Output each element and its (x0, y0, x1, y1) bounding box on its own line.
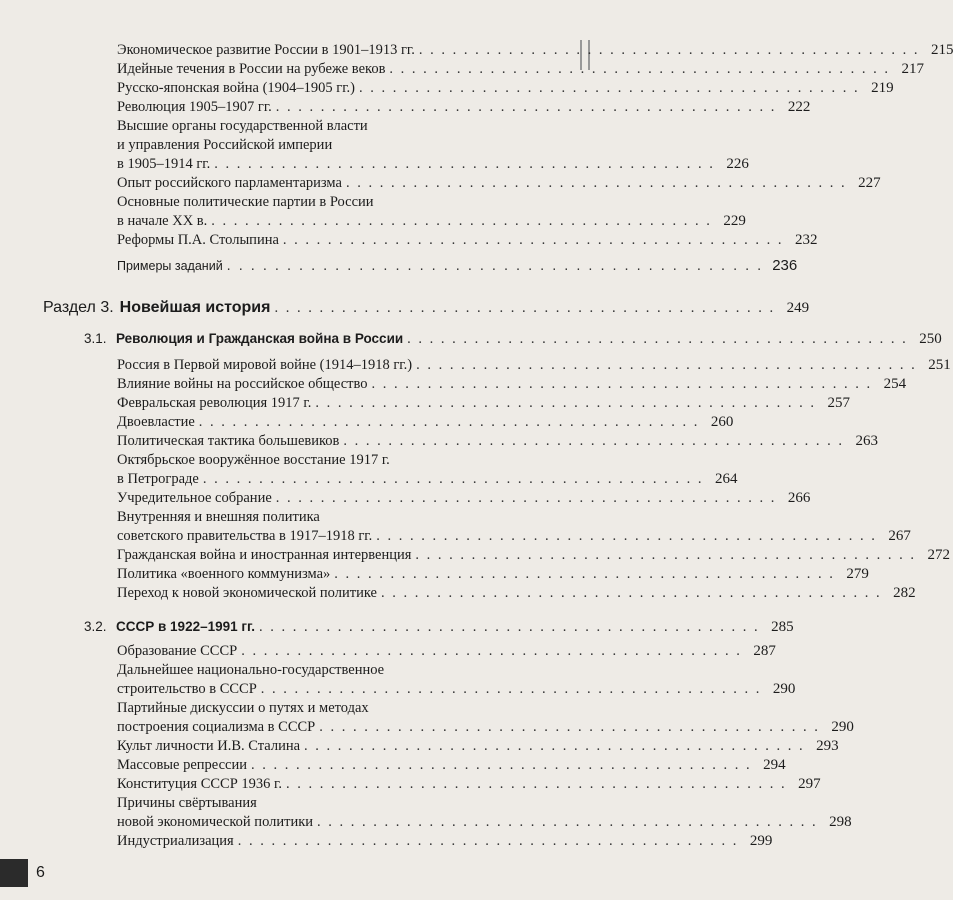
toc-entry[interactable] (117, 738, 839, 754)
toc-entry-page: 260 (710, 414, 734, 430)
toc-entry-page: 267 (888, 528, 911, 544)
toc-entry-title: Влияние войны на российское общество (117, 376, 368, 392)
toc-entry-title: Дальнейшее национально-государственное (117, 662, 385, 678)
toc-leader: . . . . . . . . . . . . . . . . . . . . . . . . . . . . . . . . . . . . . . . . . . . . . (260, 681, 762, 697)
toc-entry[interactable] (117, 376, 907, 392)
toc-entry[interactable] (117, 833, 773, 849)
section-title: Новейшая история (119, 299, 271, 316)
toc-entry-title: Реформы П.А. Столыпина (117, 232, 279, 248)
toc-entry-page: 222 (787, 99, 811, 115)
toc-entry (117, 118, 537, 134)
toc-entry-title: Основные политические партии в России (117, 194, 374, 210)
toc-leader: . . . . . . . . . . . . . . . . . . . . . . . . . . . . . . . . . . . . . . . . . . . . . (359, 80, 860, 96)
toc-entry[interactable] (117, 490, 811, 506)
toc-entry-exercises[interactable] (117, 257, 798, 274)
toc-entry-page: 215 (930, 42, 953, 58)
toc-entry[interactable] (117, 357, 951, 373)
toc-entry-page: 294 (763, 757, 786, 773)
toc-entry-title: Высшие органы государственной власти (117, 118, 368, 134)
toc-leader: . . . . . . . . . . . . . . . . . . . . . . . . . . . . . . . . . . . . . . . . . . . . . (343, 433, 845, 449)
toc-entry-page: 251 (928, 357, 951, 373)
toc-entry-page: 298 (829, 814, 852, 830)
toc-leader: . . . . . . . . . . . . . . . . . . . . . . . . . . . . . . . . . . . . . . . . . . . . . (345, 175, 847, 191)
toc-leader: . . . . . . . . . . . . . . . . . . . . . . . . . . . . . . . . . . . . . . . . . . . . . (376, 528, 877, 544)
toc-entry-page: 287 (753, 643, 776, 659)
toc-entry (117, 662, 537, 678)
toc-entry-title: строительство в СССР (117, 681, 257, 697)
toc-entry[interactable] (117, 42, 953, 58)
subsection-heading[interactable] (84, 331, 942, 347)
toc-entry-page: 264 (714, 471, 738, 487)
toc-leader: . . . . . . . . . . . . . . . . . . . . . . . . . . . . . . . . . . . . . . . . . . . . . (415, 547, 917, 563)
toc-leader: . . . . . . . . . . . . . . . . . . . . . . . . . . . . . . . . . . . . . . . . . . . . . (285, 776, 787, 792)
toc-leader: . . . . . . . . . . . . . . . . . . . . . . . . . . . . . . . . . . . . . . . . . . . . . (418, 42, 920, 58)
toc-entry-page: 232 (795, 232, 818, 248)
subsection-number: 3.2. (84, 619, 107, 634)
toc-entry-title: Индустриализация (117, 833, 234, 849)
toc-entry (117, 509, 537, 525)
toc-entry (117, 795, 537, 811)
toc-leader: . . . . . . . . . . . . . . . . . . . . . . . . . . . . . . . . . . . . . . . . . . . . . (237, 833, 739, 849)
toc-leader: . . . . . . . . . . . . . . . . . . . . . . . . . . . . . . . . . . . . . . . . . . . . . (259, 619, 760, 635)
toc-entry-title: Октябрьское вооружённое восстание 1917 г. (117, 452, 390, 468)
toc-entry-title: Примеры заданий (117, 259, 223, 273)
toc-entry[interactable] (117, 213, 746, 229)
toc-entry-title: новой экономической политики (117, 814, 314, 830)
toc-leader: . . . . . . . . . . . . . . . . . . . . . . . . . . . . . . . . . . . . . . . . . . . . . (407, 331, 908, 347)
toc-entry (117, 700, 537, 716)
toc-entry[interactable] (117, 80, 894, 96)
toc-leader: . . . . . . . . . . . . . . . . . . . . . . . . . . . . . . . . . . . . . . . . . . . . . (241, 643, 742, 659)
toc-leader: . . . . . . . . . . . . . . . . . . . . . . . . . . . . . . . . . . . . . . . . . . . . . (319, 719, 820, 735)
toc-leader: . . . . . . . . . . . . . . . . . . . . . . . . . . . . . . . . . . . . . . . . . . . . . (282, 232, 784, 248)
toc-leader: . . . . . . . . . . . . . . . . . . . . . . . . . . . . . . . . . . . . . . . . . . . . . (202, 471, 704, 487)
toc-entry-title: Партийные дискуссии о путях и методах (117, 700, 369, 716)
toc-entry-title: Внутренняя и внешняя политика (117, 509, 320, 525)
toc-entry[interactable] (117, 757, 786, 773)
toc-entry-title: Образование СССР (117, 643, 238, 659)
toc-entry-title: Идейные течения в России на рубеже веков (117, 61, 386, 77)
toc-entry-title: Русско-японская война (1904–1905 гг.) (117, 80, 355, 96)
toc-entry-page: 282 (893, 585, 916, 601)
toc-entry-title: Культ личности И.В. Сталина (117, 738, 301, 754)
toc-entry[interactable] (117, 547, 951, 563)
toc-entry-page: 272 (927, 547, 951, 563)
toc-entry-page: 263 (855, 433, 879, 449)
toc-entry[interactable] (117, 61, 925, 77)
toc-entry-title: советского правительства в 1917–1918 гг. (117, 528, 373, 544)
toc-leader: . . . . . . . . . . . . . . . . . . . . . . . . . . . . . . . . . . . . . . . . . . . . . (304, 738, 805, 754)
toc-leader: . . . . . . . . . . . . . . . . . . . . . . . . . . . . . . . . . . . . . . . . . . . . . (317, 814, 818, 830)
page-number: 6 (36, 864, 45, 881)
toc-entry-title: и управления Российской империи (117, 137, 333, 153)
toc-entry[interactable] (117, 681, 796, 697)
subsection-title: СССР в 1922–1991 гг. (116, 619, 256, 634)
toc-entry-page: 236 (772, 257, 798, 274)
toc-entry-page: 290 (772, 681, 796, 697)
toc-entry-title: Политика «военного коммунизма» (117, 566, 331, 582)
toc-entry-page: 293 (816, 738, 839, 754)
toc-entry (117, 194, 537, 210)
toc-entry[interactable] (117, 471, 738, 487)
toc-leader: . . . . . . . . . . . . . . . . . . . . . . . . . . . . . . . . . . . . . . . . . . . . . (416, 357, 917, 373)
toc-entry-page: 297 (798, 776, 821, 792)
toc-leader: . . . . . . . . . . . . . . . . . . . . . . . . . . . . . . . . . . . . . . . . . . . . . (275, 99, 777, 115)
toc-entry-title: Конституция СССР 1936 г. (117, 776, 282, 792)
toc-entry-title: в Петрограде (117, 471, 199, 487)
page-corner-marker (0, 859, 28, 887)
toc-leader: . . . . . . . . . . . . . . . . . . . . . . . . . . . . . . . . . . . . . . . . . . . . . (211, 213, 712, 229)
toc-entry-title: в 1905–1914 гг. (117, 156, 211, 172)
toc-entry-title: Переход к новой экономической политике (117, 585, 377, 601)
toc-entry-title: построения социализма в СССР (117, 719, 316, 735)
toc-entry[interactable] (117, 566, 869, 582)
toc-entry[interactable] (117, 528, 911, 544)
toc-entry[interactable] (117, 814, 852, 830)
toc-entry-page: 226 (726, 156, 749, 172)
toc-leader: . . . . . . . . . . . . . . . . . . . . . . . . . . . . . . . . . . . . . . . . . . . . . (380, 585, 882, 601)
toc-entry-page: 279 (846, 566, 869, 582)
toc-leader: . . . . . . . . . . . . . . . . . . . . . . . . . . . . . . . . . . . . . . . . . . . . . (198, 414, 700, 430)
toc-leader: . . . . . . . . . . . . . . . . . . . . . . . . . . . . . . . . . . . . . . . . . . . . . (250, 757, 752, 773)
toc-leader: . . . . . . . . . . . . . . . . . . . . . . . . . . . . . . . . . . . . . . . . . . . . . (214, 156, 715, 172)
section-heading[interactable] (43, 299, 810, 316)
toc-entry (117, 452, 537, 468)
toc-entry-title: Гражданская война и иностранная интервенция (117, 547, 412, 563)
toc-entry-page: 217 (901, 61, 925, 77)
toc-entry-title: Причины свёртывания (117, 795, 257, 811)
toc-entry-page: 250 (919, 331, 942, 347)
toc-entry-page: 266 (787, 490, 811, 506)
toc-leader: . . . . . . . . . . . . . . . . . . . . . . . . . . . . . . . . . . . . . . . . . . . . . (334, 566, 835, 582)
toc-entry[interactable] (117, 99, 811, 115)
toc-entry-page: 299 (749, 833, 773, 849)
toc-entry-page: 249 (786, 300, 810, 316)
subsection-number: 3.1. (84, 331, 107, 346)
section-label: Раздел 3. (43, 299, 114, 316)
toc-entry-title: Революция 1905–1907 гг. (117, 99, 272, 115)
toc-entry[interactable] (117, 776, 821, 792)
subsection-heading[interactable] (84, 619, 794, 635)
toc-entry-title: Опыт российского парламентаризма (117, 175, 342, 191)
toc-entry (117, 137, 537, 153)
toc-entry-title: Февральская революция 1917 г. (117, 395, 312, 411)
toc-entry-page: 219 (871, 80, 894, 96)
toc-leader: . . . . . . . . . . . . . . . . . . . . . . . . . . . . . . . . . . . . . . . . . . . . . (371, 376, 873, 392)
toc-entry[interactable] (117, 156, 749, 172)
toc-entry[interactable] (117, 643, 776, 659)
toc-leader: . . . . . . . . . . . . . . . . . . . . . . . . . . . . . . . . . . . . . . . . . . . . . (226, 258, 764, 274)
toc-entry-title: в начале XX в. (117, 213, 208, 229)
toc-entry[interactable] (117, 433, 879, 449)
toc-entry[interactable] (117, 585, 916, 601)
toc-entry-page: 257 (827, 395, 850, 411)
toc-leader: . . . . . . . . . . . . . . . . . . . . . . . . . . . . . . . . . . . . . . . . . . . . . (275, 490, 777, 506)
toc-entry-title: Экономическое развитие России в 1901–1913 гг. (117, 42, 415, 58)
toc-entry[interactable] (117, 719, 854, 735)
toc-entry-page: 229 (723, 213, 746, 229)
toc-entry-title: Россия в Первой мировой войне (1914–1918 гг.) (117, 357, 413, 373)
toc-entry-page: 290 (831, 719, 854, 735)
toc-entry[interactable] (117, 232, 818, 248)
toc-entry-page: 227 (858, 175, 881, 191)
toc-leader: . . . . . . . . . . . . . . . . . . . . . . . . . . . . . . . . . . . . . . . . . . . . . (315, 395, 816, 411)
subsection-title: Революция и Гражданская война в России (116, 331, 404, 346)
toc-entry-page: 285 (771, 619, 794, 635)
toc-entry[interactable] (117, 175, 881, 191)
toc-entry-title: Учредительное собрание (117, 490, 272, 506)
toc-entry-title: Массовые репрессии (117, 757, 247, 773)
toc-entry-title: Политическая тактика большевиков (117, 433, 340, 449)
toc-entry-title: Двоевластие (117, 414, 195, 430)
toc-leader: . . . . . . . . . . . . . . . . . . . . . . . . . . . . . . . . . . . . . . . . . . . . . (274, 300, 776, 316)
toc-leader: . . . . . . . . . . . . . . . . . . . . . . . . . . . . . . . . . . . . . . . . . . . . . (389, 61, 891, 77)
toc-entry-page: 254 (883, 376, 907, 392)
toc-entry[interactable] (117, 395, 850, 411)
toc-entry[interactable] (117, 414, 734, 430)
